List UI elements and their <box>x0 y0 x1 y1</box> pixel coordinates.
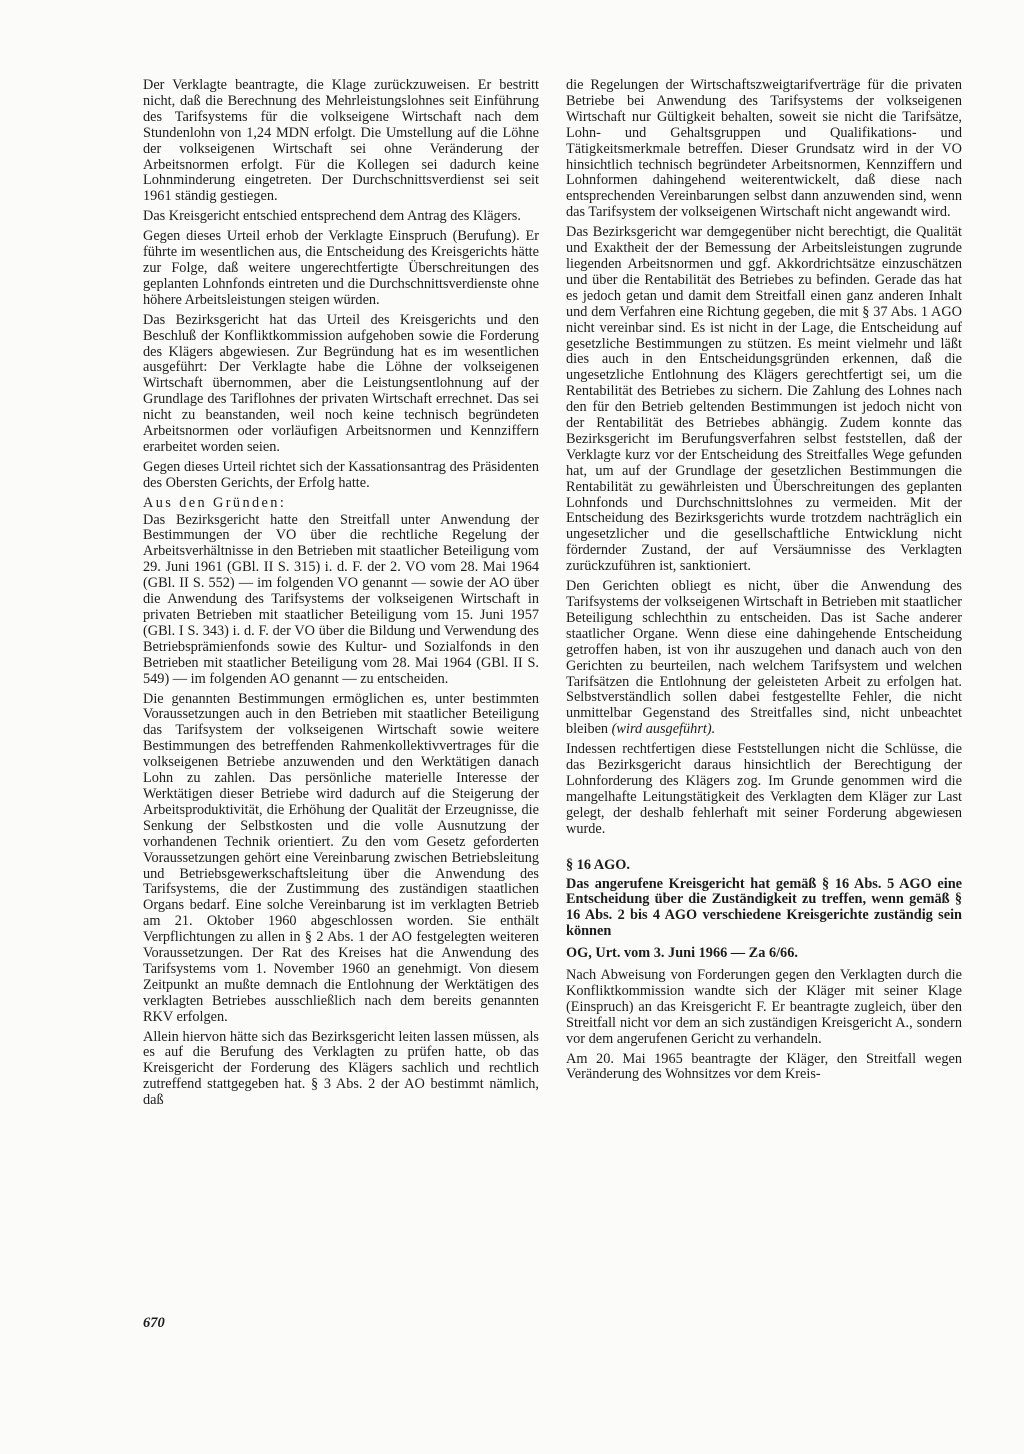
paragraph: Das Bezirksgericht hatte den Streitfall unter Anwendung der Bestimmungen der VO über die rechtliche Regelung der Arbeitsverhältnisse in den Betrieben mit staatlicher Beteiligung vom 29. Juni 1961 (GBl. II S. 315) i. d. F. der 2. VO vom 28. Mai 1964 (GBl. II S. 552) — im folgenden VO genannt — sowie der AO über die Anwendung des Tarifsystems der volkseigenen Wirtschaft in privaten Betrieben mit staatlicher Beteiligung vom 15. Juni 1957 (GBl. I S. 343) i. d. F. der VO über die Bildung und Verwendung des Betriebsprämienfonds sowie des Kultur- und Sozialfonds in den Betrieben mit staatlicher Beteiligung vom 28. Mai 1964 (GBl. II S. 549) — im folgenden AO genannt — zu entscheiden. <box>143 511 539 687</box>
paragraph <box>566 579 962 738</box>
paragraph: Indessen rechtfertigen diese Feststellungen nicht die Schlüsse, die das Bezirksgericht daraus hinsichtlich der Berechtigung der Lohnforderung des Klägers zog. Im Grunde genommen wird die mangelhafte Leitungstätigkeit des Verklagten dem Kläger zur Last gelegt, der deshalb fehlerhaft mit seiner Forderung abgewiesen wurde. <box>566 741 962 837</box>
paragraph: Der Verklagte beantragte, die Klage zurückzuweisen. Er bestritt nicht, daß die Berechnung des Mehrleistungslohnes seit Einführung des Tarifsystems für die volkseigene Wirtschaft nach dem Stundenlohn von 1,24 MDN erfolgt. Die Umstellung auf die Löhne der volkseigenen Wirtschaft sei ohne Veränderung der Arbeitsnormen erfolgt. Für die Kollegen sei dadurch keine Lohnminderung eingetreten. Der Durchschnittsverdienst sei seit 1961 ständig gestiegen. <box>143 77 539 205</box>
paragraph: Nach Abweisung von Forderungen gegen den Verklagten durch die Konfliktkommission wandte sich der Kläger mit seiner Klage (Einspruch) an das Kreisgericht F. Er beantragte zugleich, über den Streitfall nicht vor dem an sich zuständigen Kreisgericht A., sondern vor dem angerufenen Gericht zu verhandeln. <box>566 967 962 1047</box>
right-column <box>566 78 962 1087</box>
page-number: 670 <box>143 1315 165 1331</box>
paragraph: Am 20. Mai 1965 beantragte der Kläger, den Streitfall wegen Veränderung des Wohnsitzes vor dem Kreis- <box>566 1050 962 1083</box>
paragraph: Gegen dieses Urteil erhob der Verklagte Einspruch (Berufung). Er führte im wesentlichen aus, die Entscheidung des Kreisgerichts hätte zur Folge, daß weitere ungerechtfertigte Überschreitungen des geplanten Lohnfonds eintreten und die Durchschnittsverdienste ohne höhere Arbeitsleistungen steigen würden. <box>143 228 539 308</box>
paragraph: Das Bezirksgericht war demgegenüber nicht berechtigt, die Qualität und Exaktheit der der Bemessung der Arbeitsleistungen zugrunde liegenden Arbeitsnormen und ggf. Akkordrichtsätze einzuschätzen und über die Rentabilität des Betriebes zu befinden. Gerade das hat es jedoch getan und damit dem Streitfall einen ganz anderen Inhalt und dem Verfahren eine Richtung gegeben, die mit § 37 Abs. 1 AGO nicht vereinbar sind. Es ist nicht in der Lage, die Entscheidung auf gesetzliche Bestimmungen zu stützen. Es meint vielmehr und läßt dies auch in den Entscheidungsgründen erkennen, daß die ungesetzliche Entlohnung des Klägers gerechtfertigt sei, um die Rentabilität des Betriebes zu sichern. Die Zahlung des Lohnes nach den für den Betrieb geltenden Bestimmungen ist jedoch nicht von der Rentabilität des Betriebes abhängig. Zudem konnte das Bezirksgericht im Berufungsverfahren selbst feststellen, daß der Verklagte kurz vor der Entscheidung des Streitfalles Wege gefunden hat, um auf der Grundlage der gesetzlichen Bestimmungen die Rentabilität zu gewährleisten und Überschreitungen des geplanten Lohnfonds und Durchschnittslohnes zu vermeiden. Mit der Entscheidung des Bezirksgerichts wurde trotzdem nachträglich ein ungesetzlicher und die gesellschaftliche Entwicklung nicht fördernder Zustand, der auf Versäumnisse des Verklagten zurückzuführen ist, sanktioniert. <box>566 224 962 575</box>
paragraph: Die genannten Bestimmungen ermöglichen es, unter bestimmten Voraussetzungen auch in den Betrieben mit staatlicher Beteiligung das Tarifsystem der volkseigenen Wirtschaft sowie weitere Bestimmungen des betreffenden Rahmenkollektivvertrages für die volkseigenen Betriebe anzuwenden und den Werktätigen danach Lohn zu zahlen. Das persönliche materielle Interesse der Werktätigen dieser Betriebe wird dadurch auf die Steigerung der Arbeitsproduktivität, die Erhöhung der Qualität der Erzeugnisse, die Senkung der Selbstkosten und die volle Ausnutzung der vorhandenen Technik orientiert. Zu den vom Gesetz geforderten Voraussetzungen gehört eine Vereinbarung zwischen Betriebsleitung und Betriebsgewerkschaftsleitung über die Anwendung des Tarifsystems, die der Zustimmung des zuständigen staatlichen Organs bedarf. Eine solche Vereinbarung ist im verklagten Betrieb am 21. Oktober 1960 abgeschlossen worden. Sie enthält Verpflichtungen zu allen in § 2 Abs. 1 der AO festgelegten weiteren Voraussetzungen. Der Rat des Kreises hat die Anwendung des Tarifsystems vom 1. November 1960 an genehmigt. Von diesem Zeitpunkt an mußte demnach die Entlohnung der Werktätigen des verklagten Betriebes ausschließlich nach dem bereits genannten RKV erfolgen. <box>143 690 539 1025</box>
section-heading: Aus den Gründen: <box>143 494 287 511</box>
ruling-reference: OG, Urt. vom 3. Juni 1966 — Za 6/66. <box>566 945 798 962</box>
omission-note: (wird ausgeführt). <box>611 721 716 738</box>
paragraph: die Regelungen der Wirtschaftszweigtarifverträge für die privaten Betriebe bei Anwendung des Tarifsystems der volkseigenen Wirtschaft nur Gültigkeit behalten, soweit sie nicht die Tarifsätze, Lohn- und Gehaltsgruppen und Qualifikations- und Tätigkeitsmerkmale betreffen. Dieser Grundsatz wird in der VO hinsichtlich technisch begründeter Arbeitsnormen, Kennziffern und Lohnformen dahingehend weiterentwickelt, daß diese nach entsprechenden Vereinbarungen selbst dann anzuwenden sind, wenn das Tarifsystem der volkseigenen Wirtschaft nicht angewandt wird. <box>566 77 962 221</box>
ruling-heading: § 16 AGO. <box>566 856 630 873</box>
paragraph-text: Den Gerichten obliegt es nicht, über die Anwendung des Tarifsystems der volkseigenen Wirtschaft in Betrieben mit staatlicher Beteiligung schlechthin zu entscheiden. Das ist Sache anderer staatlicher Organe. Wenn diese eine dahingehende Entscheidung getroffen haben, ist von ihr auszugehen und danach auch von den Gerichten zu beurteilen, nach welchem Tarifsystem und welchen Tarifsätzen die Entlohnung der geleisteten Arbeit zu erfolgen hat. Selbstverständlich sollen dabei festgestellte Fehler, die nicht unmittelbar Gegenstand des Streitfalles sind, nicht unbeachtet bleiben <box>566 578 962 738</box>
left-column <box>143 78 539 1113</box>
paragraph: Das Kreisgericht entschied entsprechend dem Antrag des Klägers. <box>143 208 521 225</box>
paragraph: Das Bezirksgericht hat das Urteil des Kreisgerichts und den Beschluß der Konfliktkommission aufgehoben sowie die Forderung des Klägers abgewiesen. Zur Begründung hat es im wesentlichen ausgeführt: Der Verklagte habe die Löhne der volkseigenen Wirtschaft übernommen, aber die Leistungsentlohnung auf der Grundlage des Tariflohnes der privaten Wirtschaft errechnet. Das sei nicht zu beanstanden, weil noch keine technisch begründeten Arbeitsnormen oder vorläufigen Arbeitsnormen und Kennziffern erarbeitet worden seien. <box>143 311 539 455</box>
ruling-summary: Das angerufene Kreisgericht hat gemäß § 16 Abs. 5 AGO eine Entscheidung über die Zuständigkeit zu treffen, wenn gemäß § 16 Abs. 2 bis 4 AGO verschiedene Kreisgerichte zuständig sein können <box>566 875 962 940</box>
paragraph: Allein hiervon hätte sich das Bezirksgericht leiten lassen müssen, als es auf die Berufung des Verklagten zu prüfen hatte, ob das Kreisgericht der Forderung des Klägers sachlich und rechtlich zutreffend stattgegeben hat. § 3 Abs. 2 der AO bestimmt nämlich, daß <box>143 1028 539 1109</box>
paragraph: Gegen dieses Urteil richtet sich der Kassationsantrag des Präsidenten des Obersten Gerichts, der Erfolg hatte. <box>143 458 539 491</box>
